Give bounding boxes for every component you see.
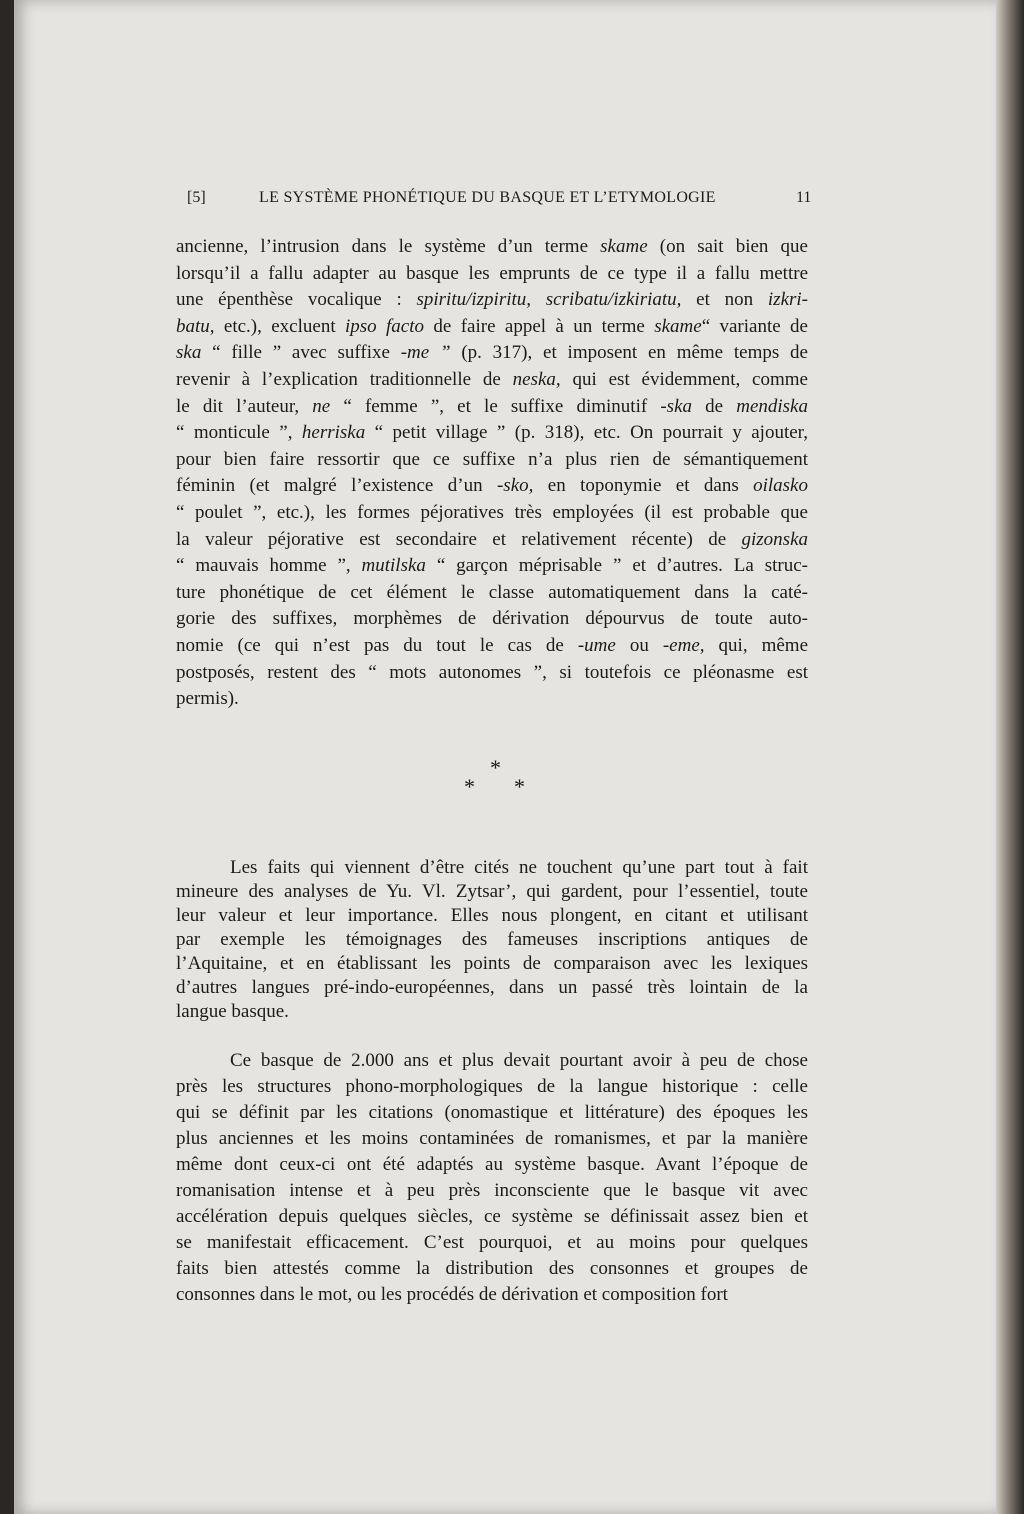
italic-term: spiritu/izpiritu, scribatu/izkiriatu, [416, 289, 682, 311]
paragraph-3 [176, 1048, 808, 1308]
text-line: “ mauvais homme ”, mutilska “ garçon méprisable ” et d’autres. La struc- [176, 555, 808, 577]
italic-term: ska [176, 342, 202, 364]
italic-term: skame [654, 315, 702, 337]
italic-term: mutilska [361, 555, 426, 577]
italic-term: ipso facto [344, 315, 425, 337]
italic-term: izkri- [767, 289, 808, 311]
text-line: ancienne, l’intrusion dans le système d’un terme skame (on sait bien que [176, 236, 808, 257]
text-line: gorie des suffixes, morphèmes de dérivation dépourvus de toute auto- [176, 608, 808, 630]
italic-term: batu, [176, 315, 215, 337]
italic-term: -ume [577, 634, 616, 656]
text-line: leur valeur et leur importance. Elles nous plongent, en citant et utilisant [176, 905, 808, 926]
text-line: nomie (ce qui n’est pas du tout le cas de -ume ou -eme, qui, même [176, 634, 809, 656]
text-line: langue basque. [176, 1001, 289, 1022]
text-line: permis). [176, 688, 239, 710]
running-title: LE SYSTÈME PHONÉTIQUE DU BASQUE ET L’ETYMOLOGIE [259, 189, 716, 206]
italic-term: mendiska [736, 395, 808, 417]
text-line: même dont ceux-ci ont été adaptés au système basque. Avant l’époque de [176, 1154, 808, 1175]
text-line: batu, etc.), excluent ipso facto de faire appel à un terme skame“ variante de [176, 315, 808, 337]
text-line: près les structures phono-morphologiques de la langue historique : celle [176, 1076, 808, 1097]
text-line: ture phonétique de cet élément le classe automatiquement dans la caté- [176, 581, 808, 603]
separator-star: * [490, 755, 501, 780]
text-line: consonnes dans le mot, ou les procédés de dérivation et composition fort [176, 1284, 728, 1305]
page-edge [996, 0, 1024, 1514]
page-number: 11 [796, 189, 812, 206]
text-line: d’autres langues pré-indo-européennes, dans un passé très lointain de la [176, 977, 808, 998]
text-line: qui se définit par les citations (onomastique et littérature) des époques les [176, 1102, 808, 1123]
text-line: l’Aquitaine, et en établissant les points de comparaison avec les lexiques [176, 953, 808, 974]
paragraph-2 [176, 856, 808, 1024]
text-line: se manifestait efficacement. C’est pourquoi, et au moins pour quelques [176, 1232, 808, 1253]
italic-term: -eme, [662, 634, 705, 656]
text-line: “ poulet ”, etc.), les formes péjoratives très employées (il est probable que [176, 501, 808, 523]
text-line: mineure des analyses de Yu. Vl. Zytsar’, qui gardent, pour l’essentiel, toute [176, 881, 808, 902]
text-line: accélération depuis quelques siècles, ce système se définissait assez bien et [176, 1206, 808, 1227]
running-header [0, 189, 1024, 213]
text-line: faits bien attestés comme la distribution des consonnes et groupes de [176, 1258, 808, 1279]
italic-term: herriska [301, 422, 366, 444]
text-line: le dit l’auteur, ne “ femme ”, et le suffixe diminutif -ska de mendiska [176, 395, 808, 417]
italic-term: oilasko [753, 475, 808, 497]
text-line: la valeur péjorative est secondaire et relativement récente) de gizonska [176, 528, 808, 550]
text-line: pour bien faire ressortir que ce suffixe n’a plus rien de sémantiquement [176, 448, 808, 470]
italic-term: -sko, [496, 475, 534, 497]
italic-term: gizonska [741, 528, 808, 550]
text-line: Ce basque de 2.000 ans et plus devait pourtant avoir à peu de chose [230, 1050, 808, 1071]
paragraph-1 [176, 234, 808, 713]
italic-term: -ska [660, 395, 692, 417]
text-line: Les faits qui viennent d’être cités ne touchent qu’une part tout à fait [230, 857, 808, 878]
text-line: ska “ fille ” avec suffixe -me ” (p. 317), et imposent en même temps de [176, 342, 808, 364]
separator-star: * [464, 774, 475, 799]
italic-term: -me ” [400, 342, 451, 364]
text-line: lorsqu’il a fallu adapter au basque les emprunts de ce type il a fallu mettre [176, 262, 808, 284]
text-line: plus anciennes et les moins contaminées de romanismes, et par la manière [176, 1128, 808, 1149]
text-line: une épenthèse vocalique : spiritu/izpiritu, scribatu/izkiriatu, et non izkri- [176, 289, 808, 311]
text-line: “ monticule ”, herriska “ petit village ” (p. 318), etc. On pourrait y ajouter, [176, 422, 808, 444]
text-line: postposés, restent des “ mots autonomes ”, si toutefois ce pléonasme est [176, 661, 808, 683]
text-line: par exemple les témoignages des fameuses inscriptions antiques de [176, 929, 808, 950]
text-line: revenir à l’explication traditionnelle de neska, qui est évidemment, comme [176, 368, 808, 390]
italic-term: ne [312, 395, 331, 417]
italic-term: skame [600, 236, 648, 257]
section-number: [5] [187, 189, 206, 206]
text-line: romanisation intense et à peu près inconsciente que le basque vit avec [176, 1180, 808, 1201]
separator-star: * [514, 774, 525, 799]
text-line: féminin (et malgré l’existence d’un -sko, en toponymie et dans oilasko [176, 475, 808, 497]
italic-term: neska, [512, 368, 561, 390]
